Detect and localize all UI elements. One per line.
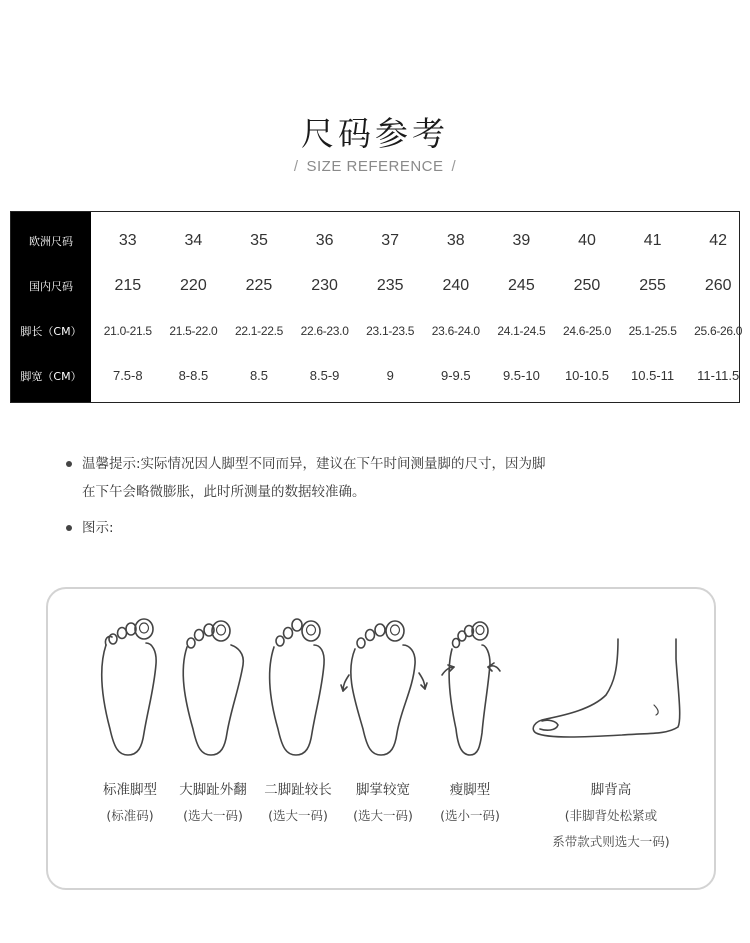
diagram-label: 图示:	[82, 520, 114, 536]
size-cell: 25.6-26.0	[694, 323, 743, 338]
foot-advice-cont: 系带款式则选大一码)	[552, 834, 670, 849]
size-cell: 235	[376, 276, 404, 294]
size-cell: 24.1-24.5	[497, 323, 546, 338]
bullet-icon	[66, 461, 72, 467]
bullet-icon	[66, 525, 72, 531]
size-cell: 33	[118, 231, 137, 249]
foot-name: 标准脚型	[103, 782, 157, 798]
size-cell: 35	[250, 231, 268, 249]
size-cell: 34	[184, 231, 203, 249]
size-cell: 21.0-21.5	[103, 323, 152, 338]
foot-name: 二脚趾较长	[264, 782, 332, 798]
row-eu-size	[11, 218, 739, 263]
size-cell: 22.1-22.5	[234, 323, 283, 338]
size-cell: 245	[508, 276, 535, 294]
size-cell: 215	[114, 276, 142, 294]
size-cell: 22.6-23.0	[300, 323, 349, 338]
row-label: 脚长（CM）	[20, 324, 82, 338]
row-label: 欧洲尺码	[29, 234, 73, 248]
size-cell: 23.1-23.5	[366, 323, 415, 338]
size-cell: 23.6-24.0	[431, 323, 480, 338]
foot-type-panel	[46, 587, 716, 890]
subtitle-text: SIZE REFERENCE	[306, 158, 444, 175]
size-cell: 225	[245, 276, 273, 294]
size-cell: 220	[180, 276, 207, 294]
row-label: 脚宽（CM）	[20, 369, 82, 383]
size-cell: 8.5	[249, 368, 269, 383]
size-cell: 10.5-11	[631, 368, 675, 383]
size-cell: 40	[578, 231, 596, 249]
notes-section	[60, 450, 720, 542]
size-cell: 260	[704, 276, 732, 294]
foot-caption-slim	[405, 777, 535, 829]
size-cell: 24.6-25.0	[562, 323, 611, 338]
foot-name: 脚掌较宽	[356, 782, 410, 798]
size-cell: 8.5-9	[309, 368, 340, 383]
slash-right: /	[451, 158, 457, 175]
tip-line-1: 温馨提示:实际情况因人脚型不同而异，建议在下午时间测量脚的尺寸，因为脚	[82, 456, 546, 472]
size-cell: 25.1-25.5	[628, 323, 677, 338]
size-cell: 11-11.5	[697, 368, 740, 383]
row-cn-size	[11, 263, 739, 308]
size-cell: 10-10.5	[564, 368, 610, 383]
slash-left: /	[293, 158, 299, 175]
foot-advice: (选大一码)	[268, 808, 328, 823]
foot-name: 瘦脚型	[449, 782, 491, 798]
size-cell: 21.5-22.0	[169, 323, 218, 338]
size-cell: 9.5-10	[502, 368, 540, 383]
foot-advice: (标准码)	[106, 808, 154, 823]
foot-advice: (非脚背处松紧或	[564, 808, 658, 823]
size-cell: 9-9.5	[440, 368, 471, 383]
tip-note	[60, 450, 720, 506]
size-cell: 9	[386, 368, 394, 383]
size-cell: 36	[315, 231, 334, 249]
slim-foot-icon	[410, 609, 530, 769]
foot-advice: (选小一码)	[440, 808, 500, 823]
size-cell: 42	[709, 231, 728, 249]
tip-line-2: 在下午会略微膨胀，此时所测量的数据较准确。	[82, 484, 366, 500]
page-subtitle	[0, 158, 750, 175]
high-instep-foot-icon	[526, 619, 696, 769]
size-cell: 250	[573, 276, 601, 294]
size-cell: 7.5-8	[112, 368, 143, 383]
foot-advice: (选大一码)	[353, 808, 413, 823]
size-cell: 41	[643, 231, 662, 249]
row-foot-width	[11, 353, 739, 398]
size-cell: 255	[639, 276, 666, 294]
size-cell: 38	[446, 231, 465, 249]
foot-name: 脚背高	[590, 782, 632, 798]
diagram-note	[60, 514, 720, 542]
page-title: 尺码参考	[301, 114, 449, 153]
size-cell: 230	[311, 276, 338, 294]
row-label: 国内尺码	[29, 279, 73, 293]
foot-name: 大脚趾外翻	[179, 782, 247, 798]
row-foot-length	[11, 308, 743, 353]
size-cell: 240	[442, 276, 470, 294]
size-table	[10, 211, 743, 403]
foot-caption-high-instep	[536, 777, 686, 855]
size-cell: 8-8.5	[178, 368, 209, 383]
size-cell: 37	[381, 231, 400, 249]
foot-advice: (选大一码)	[183, 808, 243, 823]
size-cell: 39	[512, 231, 531, 249]
